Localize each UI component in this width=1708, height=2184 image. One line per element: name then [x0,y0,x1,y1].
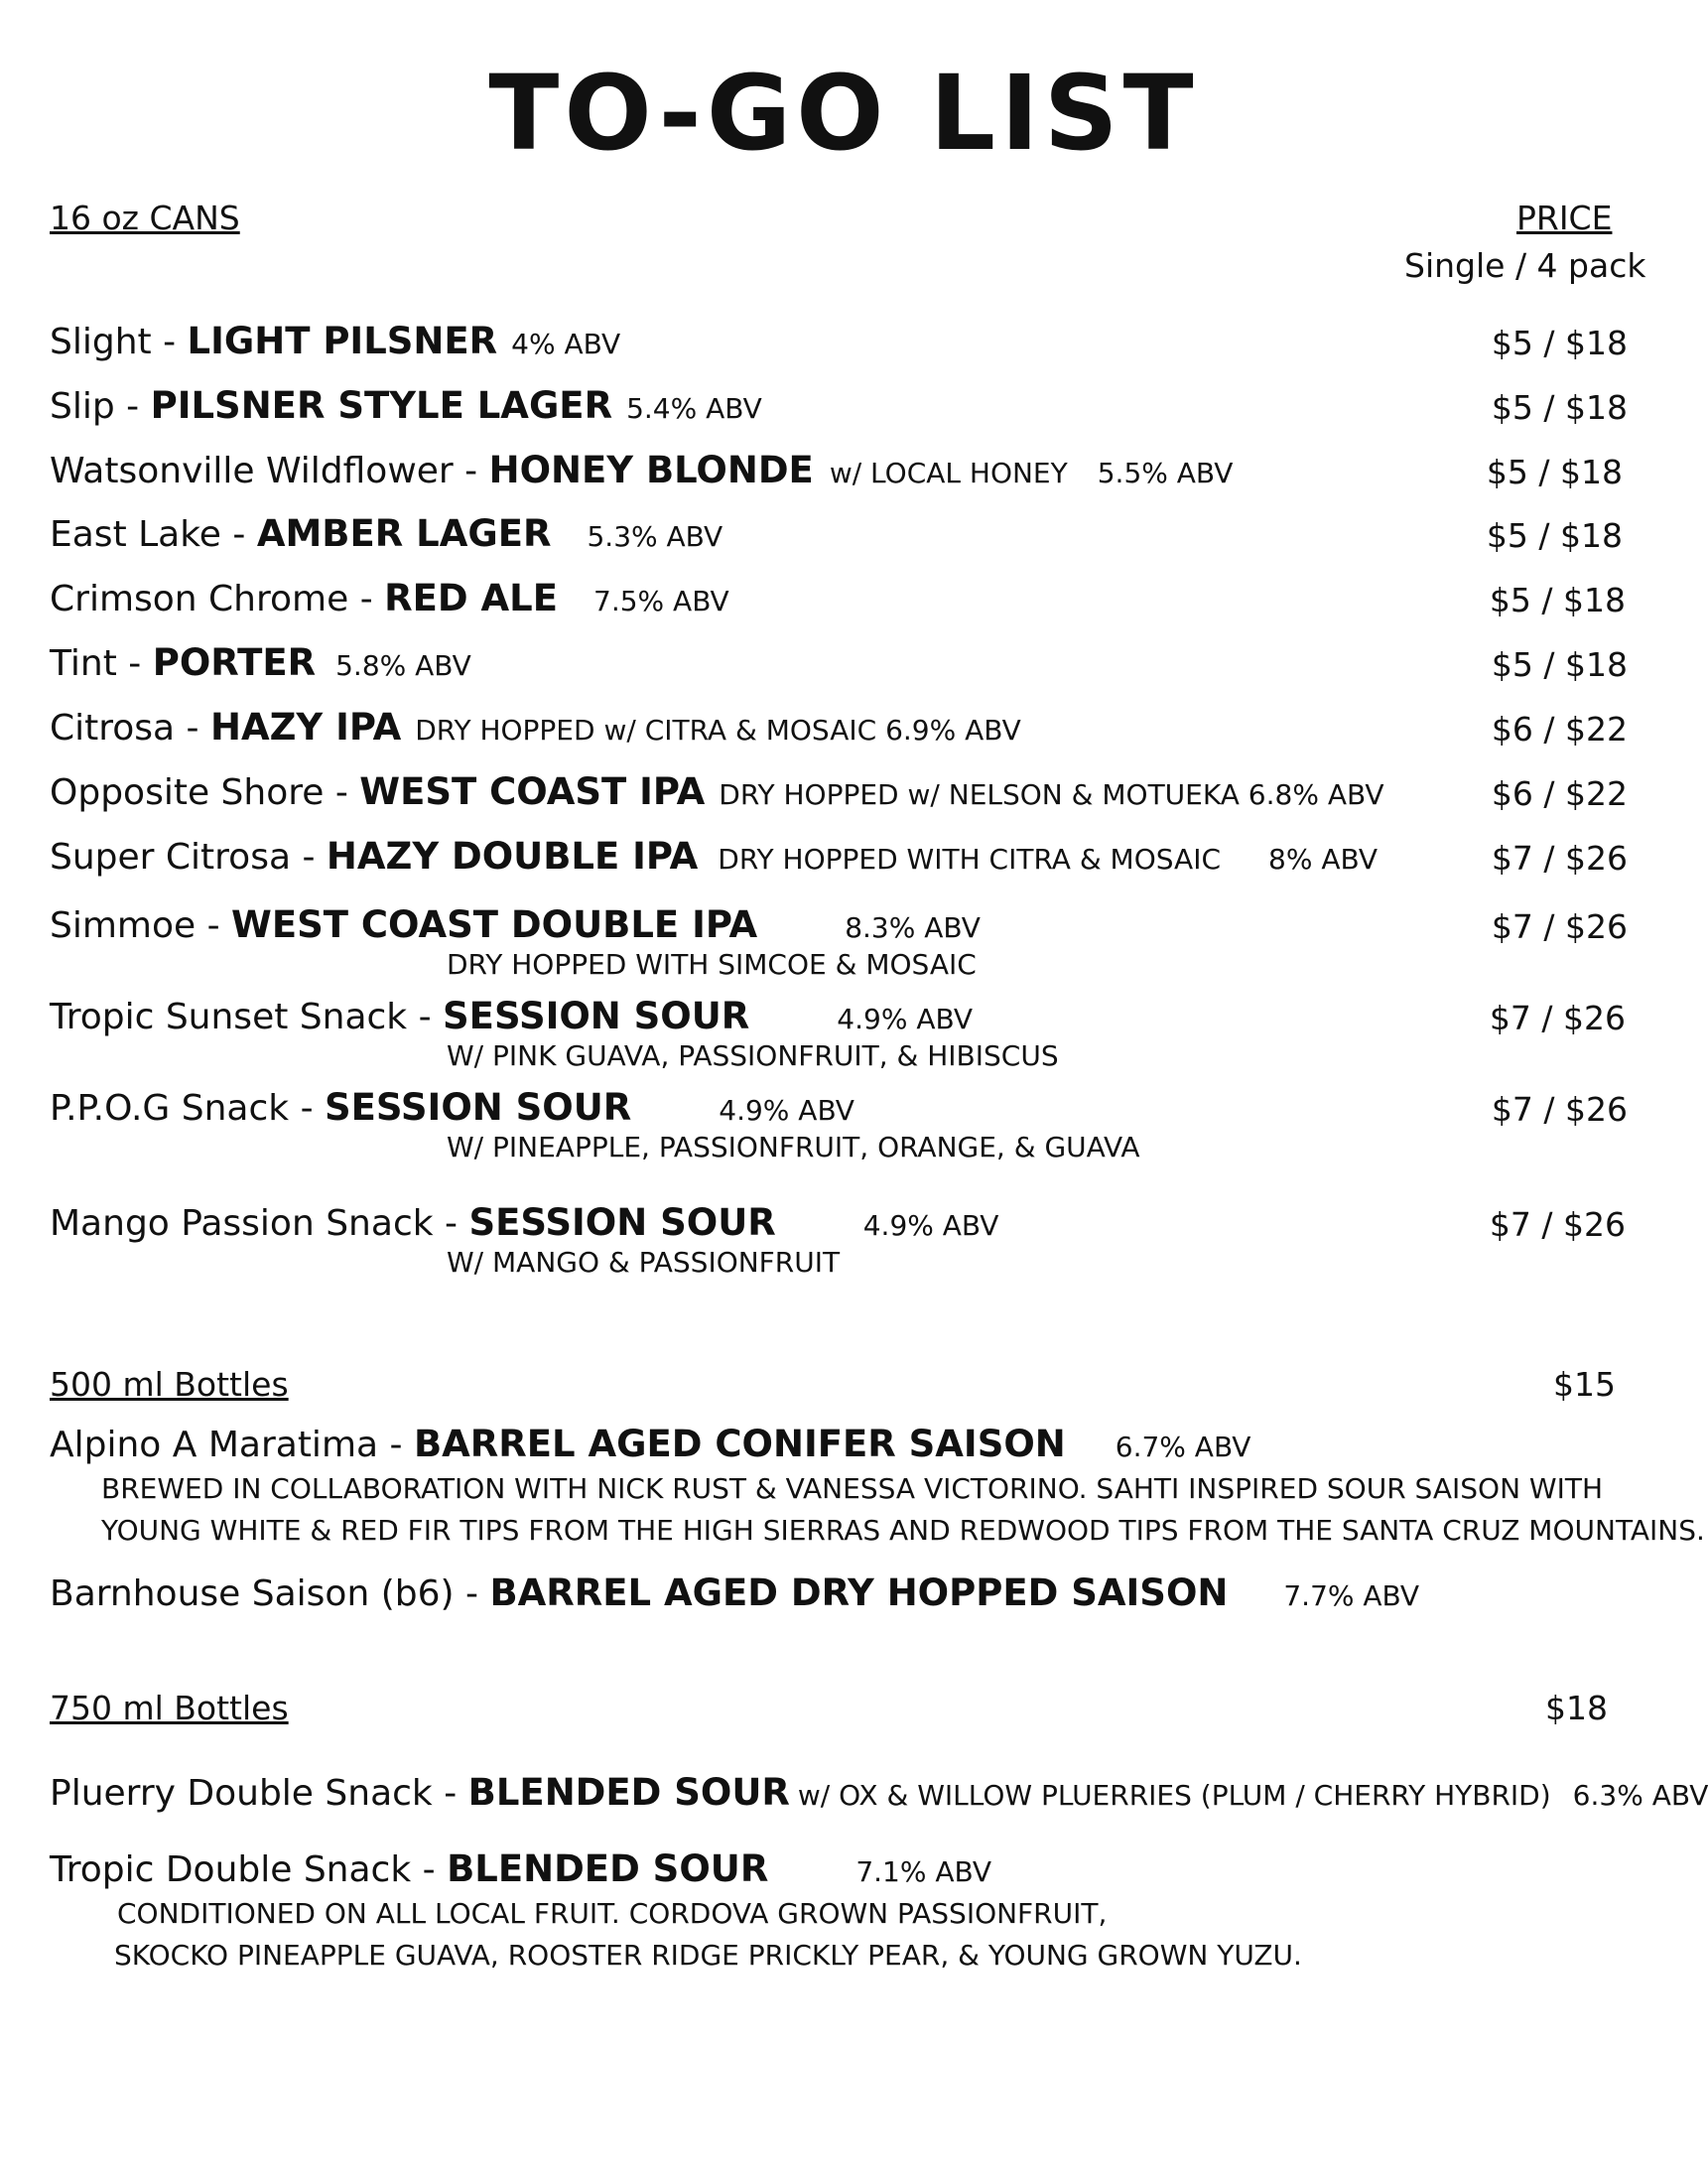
beer-style: LIGHT PILSNER [187,320,498,362]
beer-name: Tint - [50,643,153,684]
beer-abv: 4.9% ABV [862,1209,999,1242]
beer-note: DRY HOPPED w/ CITRA & MOSAIC 6.9% ABV [415,714,1021,747]
item-price: $5 / $18 [1489,581,1626,619]
item-price: $7 / $26 [1491,839,1628,878]
beer-abv: 6.3% ABV [1572,1779,1708,1812]
item-price: $6 / $22 [1491,774,1628,813]
beer-note: w/ LOCAL HONEY [829,457,1068,489]
beer-name: Super Citrosa - [50,837,327,878]
beer-abv: 4% ABV [511,328,621,360]
beer-style: BLENDED SOUR [447,1847,769,1890]
beer-style: SESSION SOUR [468,1201,776,1244]
beer-name: Alpino A Maratima - [50,1425,414,1465]
beer-abv: 8% ABV [1268,843,1378,876]
beer-detail: W/ PINEAPPLE, PASSIONFRUIT, ORANGE, & GUAVA [447,1131,1140,1163]
beer-abv: 6.7% ABV [1115,1431,1251,1463]
menu-item-alpino-a-maratima [50,1423,1251,1465]
beer-style: AMBER LAGER [256,512,552,555]
item-price: $7 / $26 [1489,1205,1626,1244]
beer-abv: 5.3% ABV [587,520,723,553]
beer-abv: 5.4% ABV [626,392,762,425]
beer-name: Opposite Shore - [50,772,360,813]
item-price: $5 / $18 [1486,516,1623,555]
beer-style: HAZY DOUBLE IPA [326,835,699,878]
item-price: $7 / $26 [1491,907,1628,946]
beer-style: SESSION SOUR [325,1086,632,1129]
beer-abv: 7.7% ABV [1283,1579,1420,1612]
beer-detail: DRY HOPPED WITH SIMCOE & MOSAIC [447,948,977,981]
beer-style: PILSNER STYLE LAGER [150,384,613,427]
menu-item-opposite-shore [50,770,1384,813]
menu-item-crimson-chrome [50,577,729,619]
beer-name: Simmoe - [50,905,232,946]
item-price: $5 / $18 [1486,453,1623,491]
beer-style: HONEY BLONDE [488,449,814,491]
beer-detail: W/ PINK GUAVA, PASSIONFRUIT, & HIBISCUS [447,1039,1059,1072]
beer-style: HAZY IPA [209,706,402,749]
menu-item-watsonville-wildflower [50,449,1234,491]
beer-abv: 5.5% ABV [1097,457,1234,489]
beer-description: CONDITIONED ON ALL LOCAL FRUIT. CORDOVA GROWN PASSIONFRUIT, [117,1897,1108,1930]
beer-style: RED ALE [384,577,558,619]
beer-name: Barnhouse Saison (b6) - [50,1573,490,1614]
menu-item-simmoe [50,903,981,946]
menu-item-pluerry-double-snack [50,1771,1708,1814]
beer-abv: 8.3% ABV [845,911,981,944]
menu-item-citrosa [50,706,1021,749]
price-column-subheading: Single / 4 pack [1404,246,1646,285]
bottles-750-price: $18 [1545,1689,1608,1727]
item-price: $5 / $18 [1491,645,1628,684]
menu-item-tropic-sunset-snack [50,995,973,1037]
beer-style: WEST COAST DOUBLE IPA [231,903,758,946]
beer-name: Citrosa - [50,708,210,749]
item-price: $5 / $18 [1491,388,1628,427]
beer-name: Watsonville Wildflower - [50,451,489,491]
beer-description: YOUNG WHITE & RED FIR TIPS FROM THE HIGH SIERRAS AND REDWOOD TIPS FROM THE SANTA CRUZ MOUNTAINS. [101,1514,1705,1547]
price-column-heading: PRICE [1516,199,1613,237]
bottles-750-heading: 750 ml Bottles [50,1689,289,1727]
beer-abv: 4.9% ABV [837,1003,973,1035]
menu-item-tropic-double-snack [50,1847,992,1890]
beer-abv: 4.9% ABV [719,1094,854,1127]
cans-section-heading: 16 oz CANS [50,199,240,237]
beer-detail: W/ MANGO & PASSIONFRUIT [447,1246,841,1279]
beer-name: Pluerry Double Snack - [50,1773,468,1814]
beer-name: Crimson Chrome - [50,579,385,619]
menu-item-mango-passion-snack [50,1201,999,1244]
beer-style: WEST COAST IPA [359,770,706,813]
menu-item-barnhouse-saison [50,1571,1420,1614]
menu-item-tint [50,641,471,684]
beer-note: DRY HOPPED w/ NELSON & MOTUEKA 6.8% ABV [719,778,1384,811]
beer-note: w/ OX & WILLOW PLUERRIES (PLUM / CHERRY HYBRID) [797,1779,1551,1812]
bottles-500-heading: 500 ml Bottles [50,1365,289,1404]
beer-description: BREWED IN COLLABORATION WITH NICK RUST & VANESSA VICTORINO. SAHTI INSPIRED SOUR SAISON WITH [101,1472,1604,1505]
beer-name: Mango Passion Snack - [50,1203,469,1244]
menu-item-east-lake [50,512,723,555]
beer-note: DRY HOPPED WITH CITRA & MOSAIC [718,843,1222,876]
item-price: $5 / $18 [1491,324,1628,362]
beer-name: Tropic Double Snack - [50,1849,448,1890]
beer-name: East Lake - [50,514,257,555]
beer-style: PORTER [152,641,317,684]
beer-name: Tropic Sunset Snack - [50,997,444,1037]
menu-item-super-citrosa [50,835,1378,878]
beer-abv: 7.5% ABV [593,585,729,617]
beer-description: SKOCKO PINEAPPLE GUAVA, ROOSTER RIDGE PRICKLY PEAR, & YOUNG GROWN YUZU. [114,1939,1302,1972]
item-price: $6 / $22 [1491,710,1628,749]
beer-name: P.P.O.G Snack - [50,1088,325,1129]
beer-abv: 5.8% ABV [335,649,471,682]
beer-name: Slip - [50,386,151,427]
beer-abv: 7.1% ABV [855,1855,992,1888]
beer-style: BLENDED SOUR [467,1771,790,1814]
menu-item-slight [50,320,621,362]
beer-style: SESSION SOUR [443,995,750,1037]
page-title: TO-GO LIST [488,53,1199,174]
menu-item-slip [50,384,762,427]
beer-style: BARREL AGED CONIFER SAISON [413,1423,1066,1465]
item-price: $7 / $26 [1491,1090,1628,1129]
item-price: $7 / $26 [1489,999,1626,1037]
beer-style: BARREL AGED DRY HOPPED SAISON [489,1571,1229,1614]
menu-item-ppog-snack [50,1086,854,1129]
beer-name: Slight - [50,322,188,362]
bottles-500-price: $15 [1553,1365,1616,1404]
